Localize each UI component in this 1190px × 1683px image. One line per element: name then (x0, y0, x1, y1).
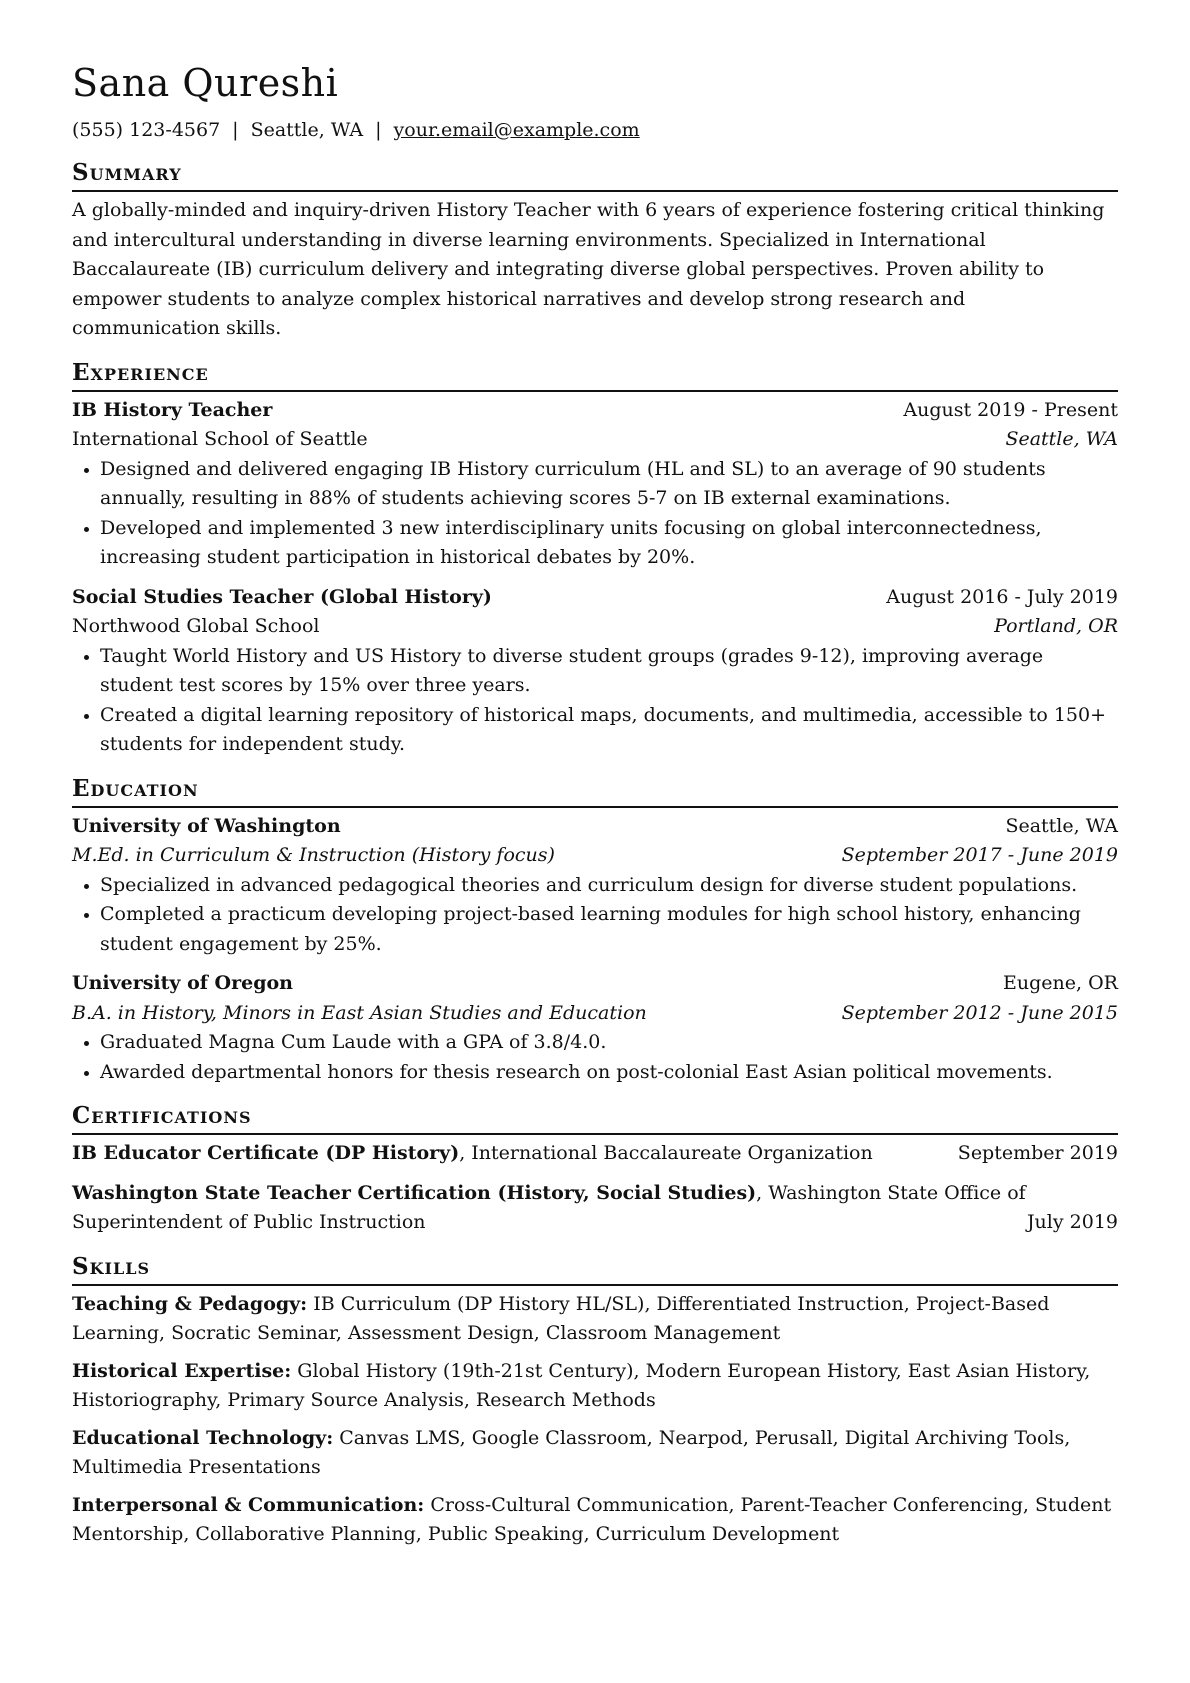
certification-name: Washington State Teacher Certification (History, Social Studies) (72, 1181, 757, 1204)
skill-category: Interpersonal & Communication: (72, 1493, 425, 1516)
school-location: Eugene, OR (1003, 972, 1118, 994)
education-dates: September 2012 - June 2015 (841, 1001, 1118, 1024)
skill-category: Teaching & Pedagogy: (72, 1292, 308, 1315)
section-title-skills: Skills (72, 1252, 1118, 1286)
bullet-item: • Completed a practicum developing project-based learning modules for high school history, enhancing student engagement by 25%. (100, 900, 1118, 959)
job-bullets (72, 455, 1118, 573)
bullet-item: • Awarded departmental honors for thesis research on post-colonial East Asian political movements. (100, 1058, 1118, 1088)
phone-number: (555) 123-4567 (72, 119, 221, 141)
school-name: University of Oregon (72, 972, 293, 994)
job-role: IB History Teacher (72, 398, 273, 421)
skill-line (72, 1290, 1118, 1349)
skill-list: Canvas LMS, Google Classroom, Nearpod, Perusall, Digital Archiving Tools, Multimedia Presentations (72, 1426, 1071, 1478)
job-entry (72, 583, 1118, 760)
section-title-experience: Experience (72, 358, 1118, 392)
bullet-item: • Created a digital learning repository of historical maps, documents, and multimedia, accessible to 150+ students for independent study. (100, 701, 1118, 760)
skill-list: Global History (19th-21st Century), Modern European History, East Asian History, Historiography, Primary Source Analysis, Research Methods (72, 1359, 1091, 1411)
email-link[interactable]: your.email@example.com (393, 119, 640, 141)
skill-category: Historical Expertise: (72, 1359, 292, 1382)
job-organization: International School of Seattle (72, 428, 368, 450)
job-bullets (72, 642, 1118, 760)
certification-date: September 2019 (957, 1142, 1118, 1164)
summary-text: A globally-minded and inquiry-driven History Teacher with 6 years of experience fostering critical thinking and intercultural understanding in diverse learning environments. Specialized in International Baccalaureate (IB) curriculum delivery and integrating diverse global perspectives. Proven ability to empower students to analyze complex historical narratives and develop strong research and communication skills. (72, 199, 1105, 339)
bullet-item: • Graduated Magna Cum Laude with a GPA of 3.8/4.0. (100, 1028, 1118, 1058)
contact-line (72, 116, 1118, 144)
section-title-certifications: Certifications (72, 1101, 1118, 1135)
bullet-item: • Specialized in advanced pedagogical theories and curriculum design for diverse student populations. (100, 871, 1118, 901)
job-organization: Northwood Global School (72, 615, 320, 637)
skill-list: Cross-Cultural Communication, Parent-Teacher Conferencing, Student Mentorship, Collaborative Planning, Public Speaking, Curriculum Development (72, 1493, 1112, 1545)
degree: B.A. in History, Minors in East Asian Studies and Education (72, 1001, 647, 1024)
section-title-summary: Summary (72, 158, 1118, 192)
school-location: Seattle, WA (1005, 814, 1118, 837)
skill-category: Educational Technology: (72, 1426, 334, 1449)
bullet-item: • Designed and delivered engaging IB History curriculum (HL and SL) to an average of 90 students annually, resulting in 88% of students achieving scores 5-7 on IB external examinations. (100, 455, 1118, 514)
job-dates: August 2019 - Present (903, 398, 1118, 421)
education-entry (72, 969, 1118, 1087)
bullet-item: • Developed and implemented 3 new interdisciplinary units focusing on global interconnectedness, increasing student participation in historical debates by 20%. (100, 514, 1118, 573)
separator: | (232, 119, 239, 141)
certification-item (72, 1139, 1118, 1169)
education-bullets (72, 871, 1118, 960)
candidate-name: Sana Qureshi (72, 61, 339, 105)
certification-item (72, 1179, 1118, 1238)
education-bullets (72, 1028, 1118, 1087)
job-entry (72, 396, 1118, 573)
school-name: University of Washington (72, 814, 341, 837)
degree: M.Ed. in Curriculum & Instruction (History focus) (72, 844, 555, 866)
bullet-item: • Taught World History and US History to diverse student groups (grades 9-12), improving average student test scores by 15% over three years. (100, 642, 1118, 701)
education-entry (72, 812, 1118, 960)
skill-list: IB Curriculum (DP History HL/SL), Differentiated Instruction, Project-Based Learning, Socratic Seminar, Assessment Design, Classroom Management (72, 1292, 1050, 1344)
certification-issuer: , International Baccalaureate Organization (459, 1142, 873, 1164)
section-title-education: Education (72, 774, 1118, 808)
job-location: Portland, OR (994, 615, 1118, 637)
location: Seattle, WA (250, 119, 364, 141)
education-dates: September 2017 - June 2019 (841, 844, 1118, 866)
job-dates: August 2016 - July 2019 (886, 585, 1118, 608)
skill-line (72, 1424, 1118, 1483)
skill-line (72, 1357, 1118, 1416)
certification-name: IB Educator Certificate (DP History) (72, 1142, 460, 1164)
separator: | (375, 119, 382, 141)
certification-issuer: , Washington State Office of Superintendent of Public Instruction (72, 1181, 1026, 1233)
job-location: Seattle, WA (1005, 428, 1118, 450)
skill-line (72, 1491, 1118, 1550)
certification-date: July 2019 (1026, 1211, 1118, 1233)
job-role: Social Studies Teacher (Global History) (72, 585, 492, 608)
